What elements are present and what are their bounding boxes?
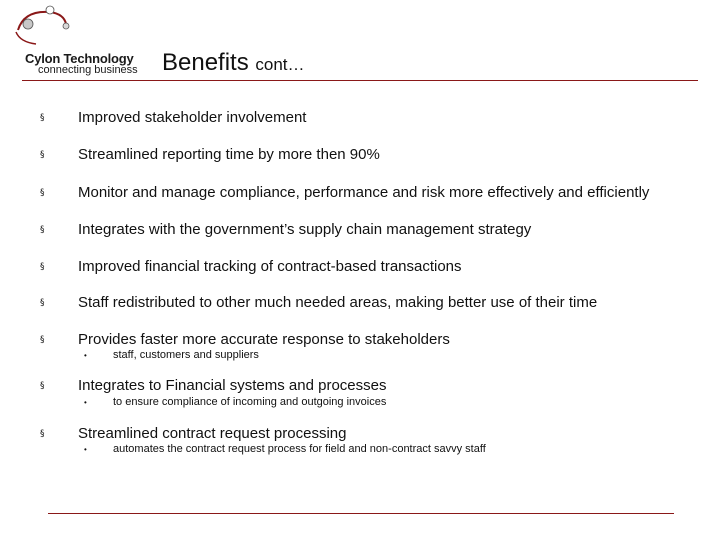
list-item: Improved stakeholder involvement <box>78 109 307 126</box>
bullet-icon: § <box>40 188 45 198</box>
sub-bullet-icon: • <box>84 445 87 454</box>
list-item: Monitor and manage compliance, performance and risk more effectively and efficiently <box>78 184 650 201</box>
bullet-icon: § <box>40 150 45 160</box>
list-item: Improved financial tracking of contract-based transactions <box>78 258 462 275</box>
list-sub-item: staff, customers and suppliers <box>113 349 259 361</box>
slide-title-suffix: cont… <box>255 55 305 74</box>
list-item: Integrates to Financial systems and processes <box>78 377 387 394</box>
sub-bullet-icon: • <box>84 351 87 360</box>
footer-divider <box>48 513 674 514</box>
list-item: Provides faster more accurate response to stakeholders <box>78 331 450 348</box>
logo-company-name: Cylon Technology <box>25 51 134 66</box>
sub-bullet-icon: • <box>84 398 87 407</box>
list-sub-item: to ensure compliance of incoming and outgoing invoices <box>113 396 387 408</box>
bullet-icon: § <box>40 225 45 235</box>
slide-title-main: Benefits <box>162 49 249 76</box>
bullet-icon: § <box>40 298 45 308</box>
company-logo <box>0 0 160 80</box>
bullet-icon: § <box>40 381 45 391</box>
bullet-icon: § <box>40 113 45 123</box>
logo-tagline: connecting business <box>38 64 138 76</box>
header-divider <box>22 80 698 81</box>
bullet-icon: § <box>40 262 45 272</box>
bullet-icon: § <box>40 335 45 345</box>
bullet-icon: § <box>40 429 45 439</box>
list-sub-item: automates the contract request process for field and non-contract savvy staff <box>113 443 486 455</box>
list-item: Streamlined contract request processing <box>78 425 347 442</box>
slide-title <box>162 49 305 77</box>
list-item: Integrates with the government’s supply chain management strategy <box>78 221 532 238</box>
list-item: Streamlined reporting time by more then 90% <box>78 146 380 163</box>
list-item: Staff redistributed to other much needed areas, making better use of their time <box>78 294 598 311</box>
